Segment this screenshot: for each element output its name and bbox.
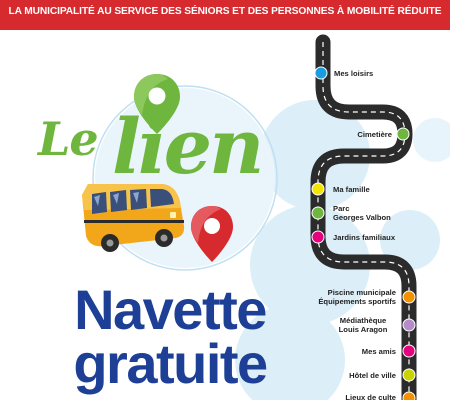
stop-label-lieux-de-culte: Lieux de culte [345, 393, 396, 400]
stop-dot-mediatheque [403, 319, 415, 331]
stop-dot-parc [312, 207, 324, 219]
stop-dot-ma-famille [312, 183, 324, 195]
background-bubble [413, 118, 450, 162]
stop-dot-jardins [312, 231, 324, 243]
tagline: LA MUNICIPALITÉ AU SERVICE DES SÉNIORS ET DES PERSONNES À MOBILITÉ RÉDUITE [8, 6, 442, 17]
stop-dot-mes-loisirs [315, 67, 327, 79]
stop-dot-cimetiere [397, 128, 409, 140]
stop-label-mes-loisirs: Mes loisirs [334, 69, 374, 78]
stop-label-piscine-line1: Piscine municipale [327, 288, 396, 297]
brand-word-lien: lien [112, 102, 262, 191]
stop-label-ma-famille: Ma famille [333, 185, 370, 194]
stop-dot-hotel-de-ville [403, 369, 415, 381]
stop-dot-lieux-de-culte [403, 392, 415, 400]
stop-label-mediatheque-line2: Louis Aragon [338, 325, 388, 334]
stop-label-jardins-familiaux: Jardins familiaux [333, 233, 396, 242]
stop-dot-piscine [403, 291, 415, 303]
stop-label-mediatheque-line1: Médiathèque [339, 316, 387, 325]
stop-label-hotel-de-ville: Hôtel de ville [349, 371, 396, 380]
stop-label-mes-amis: Mes amis [361, 347, 396, 356]
brand-word-le: Le [38, 112, 98, 166]
stop-label-parc-line1: Parc [333, 204, 350, 213]
title-line-1: Navette [74, 278, 266, 341]
bus-icon [82, 184, 184, 252]
stop-label-piscine-line2: Équipements sportifs [318, 297, 396, 306]
stop-dot-mes-amis [403, 345, 415, 357]
stop-label-parc-line2: Georges Valbon [333, 213, 391, 222]
title-line-2: gratuite [73, 332, 267, 395]
stop-label-cimetiere: Cimetière [357, 130, 392, 139]
